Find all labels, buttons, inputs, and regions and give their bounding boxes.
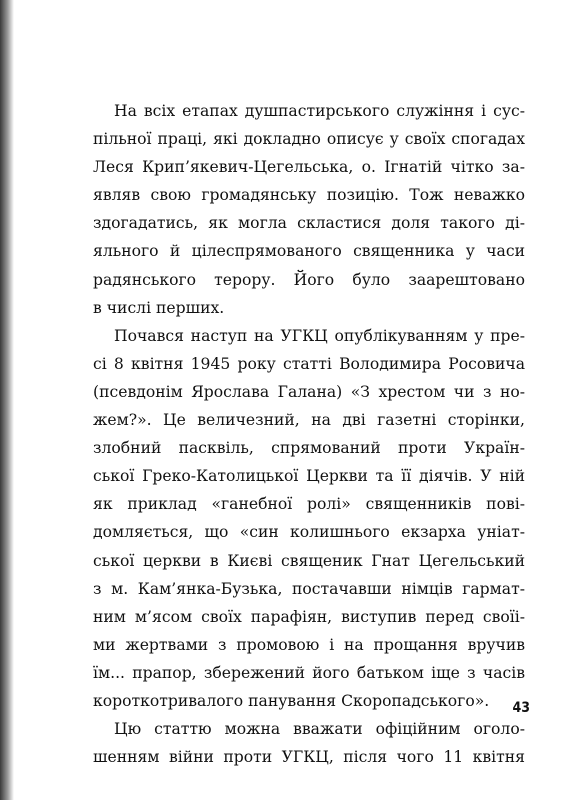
text-line: На всіх етапах душпастирського служіння і сус- <box>114 102 525 120</box>
text-line: як приклад «ганебної ролі» священників пові- <box>93 495 525 514</box>
text-line: пільної праці, які докладно описує у своїх спогадах <box>93 130 525 149</box>
text-line: ської церкви в Києві священик Гнат Цегельський <box>93 551 525 570</box>
text-line: Почався наступ на УГКЦ опублікуванням у пре- <box>114 326 525 345</box>
page-number: 43 <box>512 700 530 716</box>
text-line: домляється, що «син колишнього екзарха уніат- <box>93 523 525 542</box>
text-line: яльного й цілеспрямованого священника у часи <box>93 242 525 261</box>
text-line: в числі перших. <box>93 298 225 317</box>
text-line: Цю статтю можна вважати офіційним оголо- <box>114 720 525 739</box>
text-line: жем?». Це величезний, на дві газетні сторінки, <box>93 411 525 430</box>
text-line: ми жертвами з промовою і на прощання вручив <box>93 635 525 654</box>
text-line: злобний пасквіль, спрямований проти Україн- <box>93 439 525 458</box>
text-line: з м. Кам’янка-Бузька, постачавши німців гармат- <box>93 579 525 598</box>
text-line: радянського терору. Його було заарештовано <box>93 270 525 289</box>
text-line: являв свою громадянську позицію. Тож неважко <box>93 186 525 205</box>
text-line: сі 8 квітня 1945 року статті Володимира Росовича <box>93 354 525 373</box>
text-line: короткотривалого панування Скоропадського». <box>93 691 490 710</box>
text-line: здогадатись, як могла скластися доля такого ді- <box>93 214 525 233</box>
body-text <box>93 97 525 771</box>
text-line: ним м’ясом своїх парафіян, виступив перед своїі- <box>93 607 525 626</box>
text-line: ської Греко-Католицької Церкви та її діячів. У ній <box>93 467 525 486</box>
text-line: їм... прапор, збережений його батьком іще з часів <box>93 663 525 682</box>
text-line: Леся Крип’якевич-Цегельська, о. Ігнатій чітко за- <box>93 158 525 177</box>
text-line: шенням війни проти УГКЦ, після чого 11 квітня <box>93 748 525 767</box>
text-line: (псевдонім Ярослава Галана) «З хрестом чи з но- <box>93 382 525 401</box>
